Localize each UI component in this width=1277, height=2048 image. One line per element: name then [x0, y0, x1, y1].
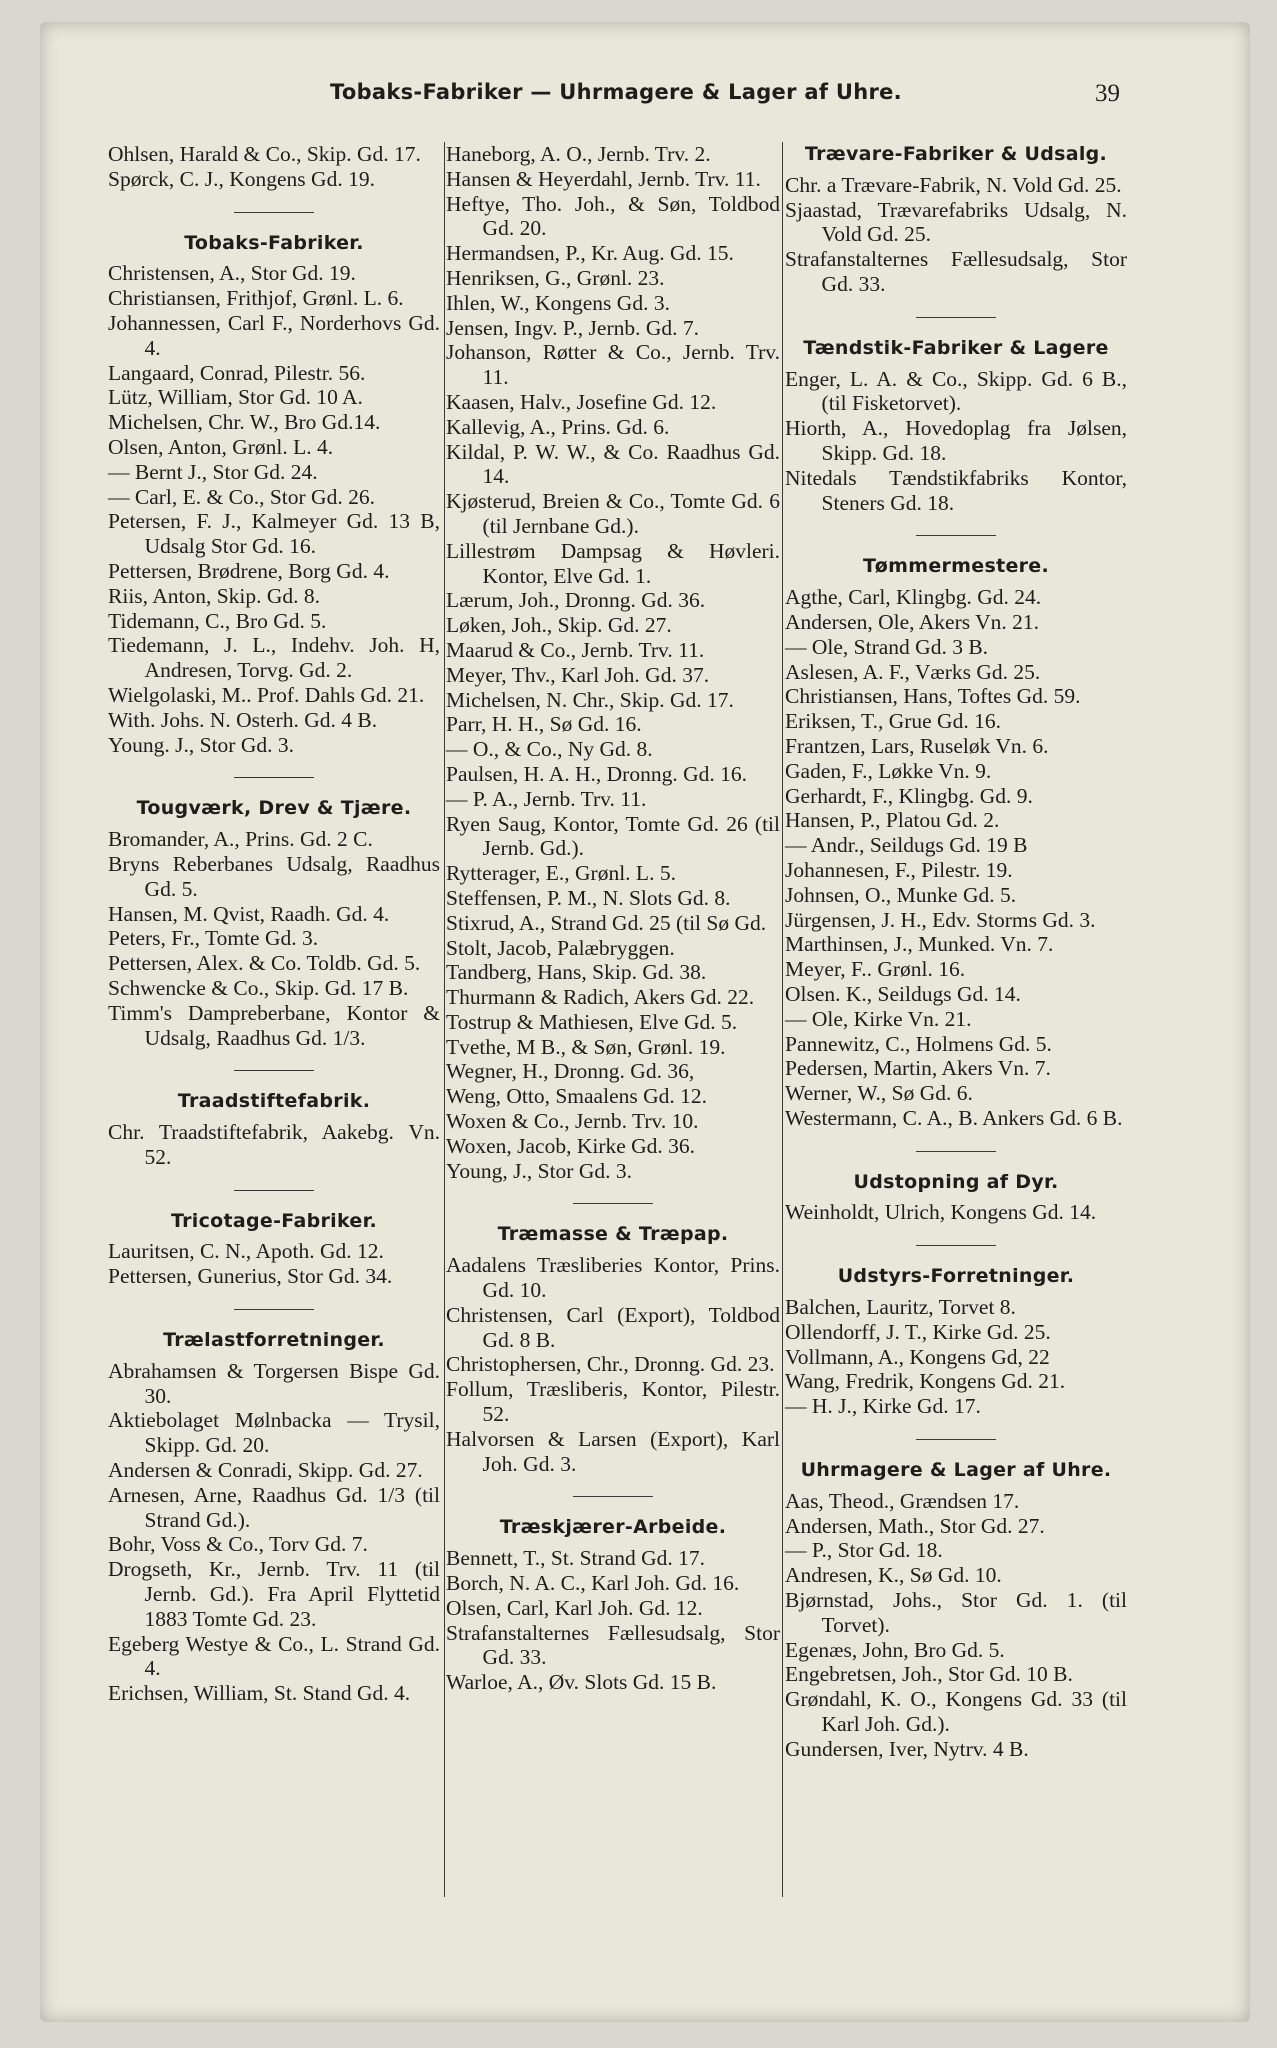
section-heading: Tougværk, Drev & Tjære. [136, 797, 412, 820]
column-2 [446, 142, 780, 1695]
directory-entry: — P. A., Jernb. Trv. 11. [446, 786, 647, 811]
directory-entry: — P., Stor Gd. 18. [785, 1538, 943, 1563]
section-heading: Tændstik-Fabriker & Lagere [803, 336, 1109, 359]
section-separator [234, 1190, 314, 1191]
directory-entry: Sjaastad, Trævarefabriks Udsalg, N. Vold Gd. 25. [785, 197, 1127, 247]
section-separator [916, 317, 996, 318]
directory-entry: Ollendorff, J. T., Kirke Gd. 25. [785, 1319, 1051, 1344]
directory-entry: Tostrup & Mathiesen, Elve Gd. 5. [446, 1009, 738, 1034]
directory-entry: Andersen, Math., Stor Gd. 27. [785, 1513, 1045, 1538]
directory-entry: Halvorsen & Larsen (Export), Karl Joh. Gd. 3. [446, 1426, 780, 1476]
directory-entry: Petersen, F. J., Kalmeyer Gd. 13 B, Udsalg Stor Gd. 16. [108, 509, 440, 559]
directory-entry: Meyer, F.. Grønl. 16. [785, 957, 966, 982]
directory-entry: Woxen & Co., Jernb. Trv. 10. [446, 1109, 699, 1134]
directory-entry: — H. J., Kirke Gd. 17. [785, 1394, 981, 1419]
directory-entry: Stolt, Jacob, Palæbryggen. [446, 935, 675, 960]
section-heading: Traadstiftefabrik. [177, 1090, 371, 1113]
directory-entry: Kaasen, Halv., Josefine Gd. 12. [446, 389, 717, 414]
column-1 [108, 142, 440, 1706]
directory-entry: Christiansen, Hans, Toftes Gd. 59. [785, 684, 1081, 709]
directory-entry: Lauritsen, C. N., Apoth. Gd. 12. [108, 1239, 384, 1264]
directory-entry: Olsen. K., Seildugs Gd. 14. [785, 981, 1021, 1006]
section-heading: Trælastforretninger. [163, 1329, 385, 1352]
section-separator [234, 1309, 314, 1310]
directory-entry: Woxen, Jacob, Kirke Gd. 36. [446, 1133, 696, 1158]
directory-entry: Heftye, Tho. Joh., & Søn, Toldbod Gd. 20. [446, 191, 780, 241]
section-heading: Træmasse & Træpap. [497, 1223, 729, 1246]
directory-entry: Erichsen, William, St. Stand Gd. 4. [108, 1681, 411, 1706]
directory-entry: Gundersen, Iver, Nytrv. 4 B. [785, 1736, 1029, 1761]
directory-entry: Rytterager, E., Grønl. L. 5. [446, 861, 676, 886]
section-heading: Tømmermestere. [862, 555, 1050, 578]
section-heading: Trævare-Fabriker & Udsalg. [804, 143, 1108, 165]
section-separator [573, 1203, 653, 1204]
directory-entry: Werner, W., Sø Gd. 6. [785, 1081, 973, 1106]
directory-entry: Chr. Traadstiftefabrik, Aakebg. Vn. 52. [108, 1120, 440, 1169]
directory-entry: Lütz, William, Stor Gd. 10 A. [108, 385, 363, 410]
directory-entry: Timm's Dampreberbane, Kontor & Udsalg, Raadhus Gd. 1/3. [108, 1000, 440, 1050]
directory-entry: Wang, Fredrik, Kongens Gd. 21. [785, 1369, 1066, 1394]
directory-entry: Bjørnstad, Johs., Stor Gd. 1. (til Torvet). [785, 1588, 1127, 1637]
directory-entry: Egeberg Westye & Co., L. Strand Gd. 4. [108, 1631, 440, 1681]
directory-entry: — Andr., Seildugs Gd. 19 B [785, 833, 1028, 858]
directory-entry: Abrahamsen & Torgersen Bispe Gd. 30. [108, 1358, 440, 1408]
directory-entry: Thurmann & Radich, Akers Gd. 22. [446, 985, 755, 1010]
directory-entry: — O., & Co., Ny Gd. 8. [446, 737, 653, 762]
directory-entry: Young. J., Stor Gd. 3. [108, 732, 294, 757]
directory-entry: — Bernt J., Stor Gd. 24. [108, 459, 318, 484]
directory-entry: Aslesen, A. F., Værks Gd. 25. [785, 659, 1041, 684]
directory-entry: Engebretsen, Joh., Stor Gd. 10 B. [785, 1662, 1073, 1687]
directory-entry: Johannessen, Carl F., Norderhovs Gd. 4. [108, 310, 440, 360]
directory-entry: Aadalens Træsliberies Kontor, Prins. Gd. 10. [446, 1253, 780, 1303]
directory-entry: Bromander, A., Prins. Gd. 2 C. [108, 827, 373, 852]
directory-entry: Maarud & Co., Jernb. Trv. 11. [446, 637, 705, 662]
directory-entry: Kallevig, A., Prins. Gd. 6. [446, 414, 670, 439]
directory-entry: Kjøsterud, Breien & Co., Tomte Gd. 6 (til Jernbane Gd.). [446, 489, 780, 538]
directory-entry: Schwencke & Co., Skip. Gd. 17 B. [108, 975, 409, 1000]
section-heading: Træskjærer-Arbeide. [499, 1516, 727, 1539]
directory-entry: Weinholdt, Ulrich, Kongens Gd. 14. [785, 1200, 1097, 1225]
directory-entry: Michelsen, Chr. W., Bro Gd.14. [108, 410, 381, 435]
directory-entry: Johnsen, O., Munke Gd. 5. [785, 882, 1017, 907]
directory-entry: Pettersen, Alex. & Co. Toldb. Gd. 5. [108, 951, 421, 976]
directory-entry: Lærum, Joh., Dronng. Gd. 36. [446, 588, 706, 613]
directory-entry: Bryns Reberbanes Udsalg, Raadhus Gd. 5. [108, 851, 440, 901]
running-head [0, 60, 1277, 107]
directory-entry: With. Johs. N. Osterh. Gd. 4 B. [108, 707, 378, 732]
directory-entry: Parr, H. H., Sø Gd. 16. [446, 712, 642, 737]
directory-entry: Andersen, Ole, Akers Vn. 21. [785, 609, 1039, 634]
directory-entry: Christiansen, Frithjof, Grønl. L. 6. [108, 286, 404, 311]
directory-entry: Marthinsen, J., Munked. Vn. 7. [785, 932, 1054, 957]
directory-entry: Borch, N. A. C., Karl Joh. Gd. 16. [446, 1571, 740, 1596]
directory-entry: Nitedals Tændstikfabriks Kontor, Steners Gd. 18. [785, 465, 1127, 515]
directory-entry: Strafanstalternes Fællesudsalg, Stor Gd. 33. [446, 1620, 780, 1670]
section-separator [916, 1245, 996, 1246]
directory-entry: Follum, Træsliberis, Kontor, Pilestr. 52. [446, 1377, 780, 1427]
directory-entry: Andresen, K., Sø Gd. 10. [785, 1563, 1002, 1588]
page-number: 39 [1095, 80, 1120, 107]
directory-entry: Westermann, C. A., B. Ankers Gd. 6 B. [785, 1105, 1123, 1130]
directory-entry: — Ole, Kirke Vn. 21. [785, 1006, 972, 1031]
directory-entry: Hansen & Heyerdahl, Jernb. Trv. 11. [446, 166, 761, 191]
section-heading: Tricotage-Fabriker. [170, 1209, 378, 1232]
directory-entry: Tidemann, C., Bro Gd. 5. [108, 608, 327, 633]
directory-entry: Wielgolaski, M.. Prof. Dahls Gd. 21. [108, 682, 425, 707]
directory-entry: Warloe, A., Øv. Slots Gd. 15 B. [446, 1670, 717, 1695]
directory-entry: Pedersen, Martin, Akers Vn. 7. [785, 1056, 1051, 1081]
section-separator [916, 535, 996, 536]
directory-entry: Johannesen, F., Pilestr. 19. [785, 857, 1013, 882]
directory-entry: Hansen, M. Qvist, Raadh. Gd. 4. [108, 901, 390, 926]
directory-entry: Vollmann, A., Kongens Gd, 22 [785, 1344, 1050, 1369]
directory-entry: Tiedemann, J. L., Indehv. Joh. H, Andresen, Torvg. Gd. 2. [108, 633, 440, 683]
directory-entry: Spørck, C. J., Kongens Gd. 19. [108, 166, 375, 191]
directory-entry: Ryen Saug, Kontor, Tomte Gd. 26 (til Jernb. Gd.). [446, 811, 780, 861]
directory-entry: Christophersen, Chr., Dronng. Gd. 23. [446, 1352, 775, 1377]
directory-entry: Lillestrøm Dampsag & Høvleri. Kontor, Elve Gd. 1. [446, 538, 780, 588]
directory-entry: Bennett, T., St. Strand Gd. 17. [446, 1546, 705, 1571]
directory-entry: Enger, L. A. & Co., Skipp. Gd. 6 B., (til Fisketorvet). [785, 366, 1127, 416]
directory-entry: Young, J., Stor Gd. 3. [446, 1158, 632, 1183]
column-divider [444, 142, 445, 1897]
directory-entry: Kildal, P. W. W., & Co. Raadhus Gd. 14. [446, 439, 780, 489]
directory-entry: Pettersen, Brødrene, Borg Gd. 4. [108, 558, 390, 583]
directory-entry: Hansen, P., Platou Gd. 2. [785, 808, 1000, 833]
column-divider [782, 142, 783, 1897]
directory-entry: Meyer, Thv., Karl Joh. Gd. 37. [446, 662, 710, 687]
directory-entry: Tvethe, M B., & Søn, Grønl. 19. [446, 1034, 726, 1059]
directory-entry: — Carl, E. & Co., Stor Gd. 26. [108, 484, 375, 509]
directory-entry: Egenæs, John, Bro Gd. 5. [785, 1637, 1005, 1662]
section-separator [573, 1496, 653, 1497]
directory-entry: Eriksen, T., Grue Gd. 16. [785, 709, 1001, 734]
directory-entry: Olsen, Carl, Karl Joh. Gd. 12. [446, 1595, 703, 1620]
directory-entry: Drogseth, Kr., Jernb. Trv. 11 (til Jernb. Gd.). Fra April Flyttetid 1883 Tomte Gd. 23. [108, 1557, 440, 1631]
directory-entry: Michelsen, N. Chr., Skip. Gd. 17. [446, 687, 734, 712]
directory-entry: Langaard, Conrad, Pilestr. 56. [108, 360, 366, 385]
section-separator [916, 1439, 996, 1440]
directory-entry: Pettersen, Gunerius, Stor Gd. 34. [108, 1264, 393, 1289]
directory-entry: Peters, Fr., Tomte Gd. 3. [108, 926, 319, 951]
directory-entry: Jürgensen, J. H., Edv. Storms Gd. 3. [785, 907, 1096, 932]
directory-entry: Christensen, A., Stor Gd. 19. [108, 261, 356, 286]
directory-entry: Johanson, Røtter & Co., Jernb. Trv. 11. [446, 340, 780, 390]
directory-entry: Løken, Joh., Skip. Gd. 27. [446, 613, 672, 638]
directory-entry: Christensen, Carl (Export), Toldbod Gd. 8 B. [446, 1302, 780, 1352]
section-separator [916, 1151, 996, 1152]
section-heading: Udstopning af Dyr. [853, 1170, 1059, 1193]
directory-entry: Bohr, Voss & Co., Torv Gd. 7. [108, 1532, 368, 1557]
directory-entry: Stixrud, A., Strand Gd. 25 (til Sø Gd. [446, 910, 767, 935]
directory-entry: Pannewitz, C., Holmens Gd. 5. [785, 1031, 1052, 1056]
page-title: Tobaks-Fabriker — Uhrmagere & Lager af Uhre. [330, 80, 902, 104]
section-separator [234, 1070, 314, 1071]
directory-entry: Hiorth, A., Hovedoplag fra Jølsen, Skipp. Gd. 18. [785, 416, 1127, 465]
directory-entry: Gaden, F., Løkke Vn. 9. [785, 758, 992, 783]
directory-entry: Wegner, H., Dronng. Gd. 36, [446, 1059, 695, 1084]
directory-entry: Steffensen, P. M., N. Slots Gd. 8. [446, 885, 731, 910]
directory-entry: — Ole, Strand Gd. 3 B. [785, 634, 989, 659]
directory-entry: Riis, Anton, Skip. Gd. 8. [108, 583, 321, 608]
directory-entry: Haneborg, A. O., Jernb. Trv. 2. [446, 142, 711, 166]
section-separator [234, 777, 314, 778]
directory-entry: Hermandsen, P., Kr. Aug. Gd. 15. [446, 241, 734, 266]
directory-entry: Arnesen, Arne, Raadhus Gd. 1/3 (til Strand Gd.). [108, 1482, 440, 1532]
directory-entry: Andersen & Conradi, Skipp. Gd. 27. [108, 1458, 423, 1483]
section-separator [234, 212, 314, 213]
directory-entry: Paulsen, H. A. H., Dronng. Gd. 16. [446, 761, 747, 786]
directory-entry: Strafanstalternes Fællesudsalg, Stor Gd. 33. [785, 247, 1127, 296]
directory-entry: Tandberg, Hans, Skip. Gd. 38. [446, 960, 707, 985]
directory-entry: Grøndahl, K. O., Kongens Gd. 33 (til Karl Joh. Gd.). [785, 1687, 1127, 1737]
directory-entry: Jensen, Ingv. P., Jernb. Gd. 7. [446, 315, 700, 340]
column-3 [785, 142, 1127, 1762]
directory-entry: Chr. a Trævare-Fabrik, N. Vold Gd. 25. [785, 172, 1122, 197]
directory-entry: Henriksen, G., Grønl. 23. [446, 265, 665, 290]
section-heading: Udstyrs-Forretninger. [837, 1265, 1075, 1288]
section-heading: Tobaks-Fabriker. [184, 231, 364, 254]
directory-entry: Frantzen, Lars, Ruseløk Vn. 6. [785, 733, 1049, 758]
directory-entry: Aas, Theod., Grændsen 17. [785, 1488, 1020, 1513]
directory-entry: Agthe, Carl, Klingbg. Gd. 24. [785, 585, 1042, 610]
section-heading: Uhrmagere & Lager af Uhre. [800, 1459, 1112, 1482]
directory-entry: Ohlsen, Harald & Co., Skip. Gd. 17. [108, 142, 421, 166]
directory-entry: Gerhardt, F., Klingbg. Gd. 9. [785, 783, 1033, 808]
directory-entry: Ihlen, W., Kongens Gd. 3. [446, 290, 670, 315]
directory-entry: Balchen, Lauritz, Torvet 8. [785, 1295, 1016, 1320]
directory-entry: Weng, Otto, Smaalens Gd. 12. [446, 1084, 708, 1109]
directory-entry: Olsen, Anton, Grønl. L. 4. [108, 434, 334, 459]
directory-entry: Aktiebolaget Mølnbacka — Trysil, Skipp. Gd. 20. [108, 1408, 440, 1458]
